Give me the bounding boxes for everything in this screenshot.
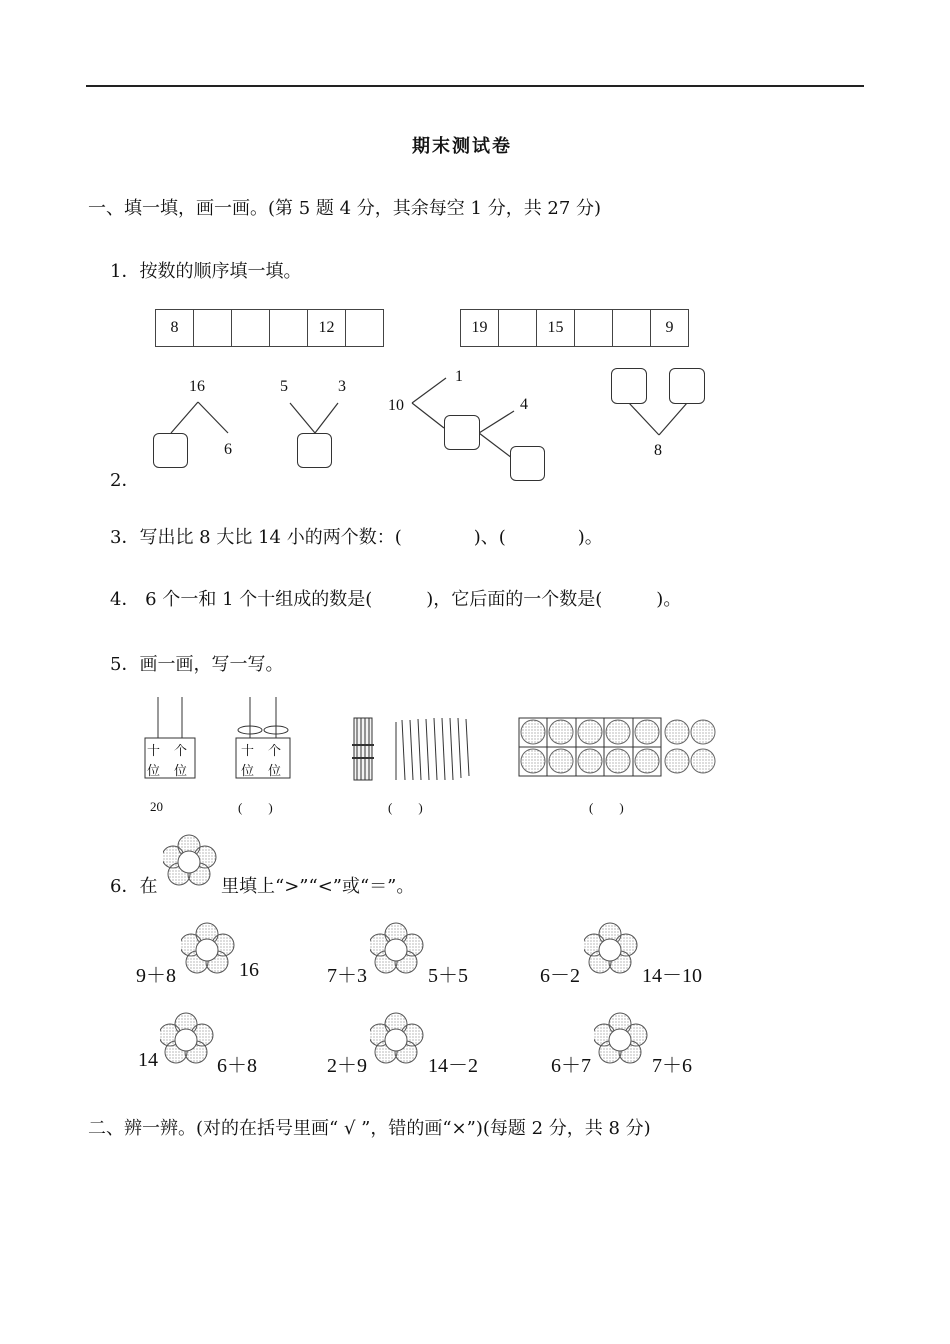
- tree3-top: 1: [455, 368, 463, 385]
- tree1-right: 6: [224, 441, 232, 458]
- tree2-right: 3: [338, 378, 346, 395]
- expr-right: 5＋5: [428, 965, 468, 987]
- tree3-left: 10: [388, 397, 404, 414]
- expr-left: 9＋8: [136, 965, 176, 987]
- strip-cell: 19: [461, 310, 499, 346]
- tree4-bottom: 8: [654, 442, 662, 459]
- strip-cell: 9: [665, 319, 674, 336]
- q2-label: 2．: [110, 470, 140, 491]
- q5-blank-3[interactable]: ( ): [388, 800, 423, 815]
- q5-answer-1: 20: [150, 799, 163, 814]
- q3-text: 3．写出比 8 大比 14 小的两个数：( )、( )。: [110, 527, 603, 548]
- page-title: 期末测试卷: [412, 136, 512, 157]
- abacus1-one: 个: [174, 743, 188, 758]
- expr-left: 7＋3: [327, 965, 367, 987]
- strip-cell: 8: [156, 310, 194, 346]
- q5-blank-4[interactable]: ( ): [589, 800, 624, 815]
- tree3-mid: 4: [520, 396, 528, 413]
- expr-right: 7＋6: [652, 1055, 692, 1077]
- expr-left: 6＋7: [551, 1055, 591, 1077]
- flower-icon[interactable]: [584, 922, 638, 976]
- q6-label-after: 里填上“>”“<”或“＝”。: [221, 876, 415, 897]
- q6-label-before: 6．在: [110, 876, 158, 897]
- tree1-top: 16: [189, 378, 205, 395]
- expr-left: 2＋9: [327, 1055, 367, 1077]
- tree2-left: 5: [280, 378, 288, 395]
- strip-cell: 12: [308, 310, 346, 346]
- expr-left: 6－2: [540, 965, 580, 987]
- q4-text: 4． 6 个一和 1 个十组成的数是( )，它后面的一个数是( )。: [110, 589, 682, 610]
- expr-left: 14: [138, 1049, 158, 1071]
- abacus1-ten: 十: [147, 743, 161, 758]
- abacus2-place: 位: [268, 763, 282, 778]
- abacus2-one: 个: [268, 743, 282, 758]
- abacus1-place: 位: [174, 763, 188, 778]
- abacus2-place: 位: [241, 763, 255, 778]
- section1-heading: 一、填一填，画一画。(第 5 题 4 分，其余每空 1 分，共 27 分): [88, 198, 602, 219]
- expr-right: 14－10: [642, 965, 702, 987]
- expr-right: 16: [239, 959, 259, 981]
- abacus2-ten: 十: [241, 743, 255, 758]
- flower-icon: [163, 834, 217, 888]
- q5-blank-2[interactable]: ( ): [238, 800, 273, 815]
- strip-cell: 15: [537, 310, 575, 346]
- section2-heading: 二、辨一辨。(对的在括号里画“ √ ”，错的画“×”)(每题 2 分，共 8 分): [88, 1118, 651, 1139]
- flower-icon[interactable]: [370, 922, 424, 976]
- abacus1-place: 位: [147, 763, 161, 778]
- flower-icon[interactable]: [160, 1012, 214, 1066]
- expr-right: 6＋8: [217, 1055, 257, 1077]
- flower-icon[interactable]: [594, 1012, 648, 1066]
- q5-label: 5．画一画，写一写。: [110, 654, 284, 675]
- flower-icon[interactable]: [370, 1012, 424, 1066]
- expr-right: 14－2: [428, 1055, 478, 1077]
- flower-icon[interactable]: [181, 922, 235, 976]
- q1-label: 1．按数的顺序填一填。: [110, 261, 302, 282]
